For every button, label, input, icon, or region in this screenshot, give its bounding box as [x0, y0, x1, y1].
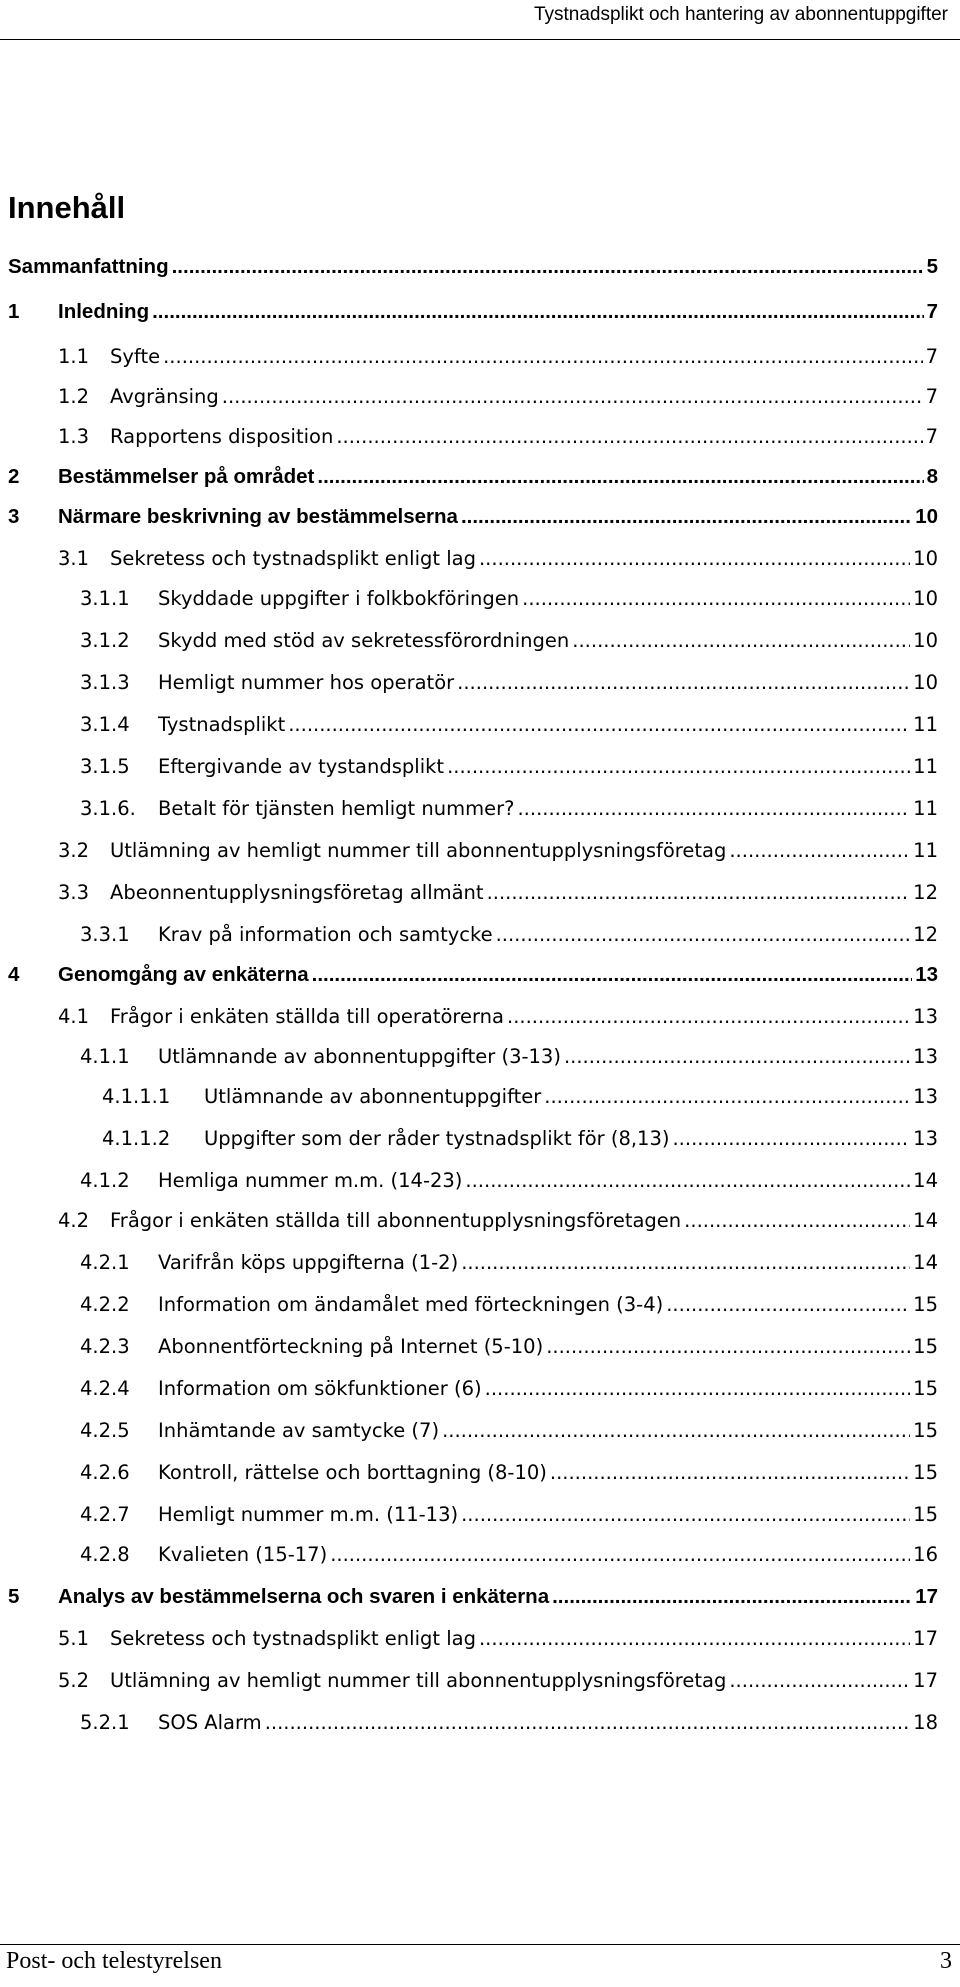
toc-dot-leader — [447, 752, 910, 782]
toc-entry[interactable] — [80, 1248, 938, 1278]
toc-entry-page: 13 — [913, 1045, 938, 1068]
toc-entry-page: 7 — [925, 345, 938, 368]
toc-entry-title: Utlämnande av abonnentuppgifter (3-13) — [158, 1045, 561, 1068]
toc-entry[interactable] — [80, 1042, 938, 1072]
toc-entry-number: 4.2.1 — [80, 1251, 130, 1274]
toc-entry-page: 14 — [913, 1209, 938, 1232]
toc-dot-leader — [461, 1248, 910, 1278]
toc-entry-title: Varifrån köps uppgifterna (1-2) — [158, 1251, 459, 1274]
toc-entry-page: 15 — [913, 1503, 938, 1526]
toc-entry-title: Abonnentförteckning på Internet (5-10) — [158, 1335, 544, 1358]
toc-entry-title: Hemligt nummer m.m. (11-13) — [158, 1503, 459, 1526]
toc-entry-number: 4.2.2 — [80, 1293, 130, 1316]
toc-entry[interactable] — [58, 342, 938, 372]
toc-dot-leader — [317, 462, 923, 492]
toc-dot-leader — [552, 1582, 912, 1612]
toc-entry[interactable] — [58, 1624, 938, 1654]
toc-dot-leader — [461, 502, 912, 532]
toc-entry[interactable] — [80, 920, 938, 950]
toc-entry[interactable] — [80, 710, 938, 740]
toc-entry[interactable] — [58, 836, 938, 866]
page-number: 3 — [940, 1948, 952, 1974]
toc-dot-leader — [729, 836, 910, 866]
toc-entry-page: 17 — [915, 1585, 938, 1608]
toc-entry-page: 12 — [913, 881, 938, 904]
toc-entry-number: 1 — [8, 300, 20, 323]
toc-dot-leader — [265, 1708, 910, 1738]
toc-entry-title: Syfte — [110, 345, 161, 368]
toc-entry[interactable] — [80, 1416, 938, 1446]
toc-entry[interactable] — [58, 1666, 938, 1696]
toc-entry-page: 17 — [913, 1627, 938, 1650]
toc-entry[interactable] — [58, 422, 938, 452]
toc-entry-number: 3.1 — [58, 547, 90, 570]
toc-entry-number: 4 — [8, 963, 20, 986]
toc-dot-leader — [163, 342, 922, 372]
toc-entry-number: 4.1.1.1 — [102, 1085, 171, 1108]
toc-entry[interactable] — [80, 1374, 938, 1404]
toc-entry-title: Kvalieten (15-17) — [158, 1543, 328, 1566]
toc-entry-page: 10 — [913, 629, 938, 652]
toc-entry-number: 4.2.3 — [80, 1335, 130, 1358]
toc-entry-number: 4.2.5 — [80, 1419, 130, 1442]
toc-dot-leader — [222, 382, 923, 412]
toc-entry-title: Hemliga nummer m.m. (14-23) — [158, 1169, 463, 1192]
toc-entry[interactable] — [8, 297, 938, 327]
toc-dot-leader — [522, 584, 910, 614]
toc-dot-leader — [496, 920, 911, 950]
toc-entry[interactable] — [8, 960, 938, 990]
toc-entry[interactable] — [58, 1206, 938, 1236]
toc-entry-title: Tystnadsplikt — [158, 713, 286, 736]
toc-entry-number: 4.2.8 — [80, 1543, 130, 1566]
toc-dot-leader — [487, 878, 911, 908]
toc-dot-leader — [572, 626, 910, 656]
toc-entry[interactable] — [80, 752, 938, 782]
toc-entry-page: 15 — [913, 1377, 938, 1400]
toc-entry-page: 7 — [926, 300, 938, 323]
toc-entry-page: 15 — [913, 1293, 938, 1316]
toc-dot-leader — [564, 1042, 910, 1072]
toc-entry[interactable] — [8, 252, 938, 282]
toc-entry-page: 18 — [913, 1711, 938, 1734]
toc-dot-leader — [465, 1166, 910, 1196]
toc-entry-title: Bestämmelser på området — [58, 465, 315, 488]
toc-entry[interactable] — [58, 382, 938, 412]
toc-entry-title: Information om sökfunktioner (6) — [158, 1377, 482, 1400]
toc-entry[interactable] — [80, 1708, 938, 1738]
toc-entry-title: Närmare beskrivning av bestämmelserna — [58, 505, 458, 528]
toc-entry-title: SOS Alarm — [158, 1711, 262, 1734]
toc-entry-page: 11 — [913, 713, 938, 736]
toc-entry-number: 2 — [8, 465, 20, 488]
toc-entry-title: Sekretess och tystnadsplikt enligt lag — [110, 1627, 476, 1650]
toc-entry[interactable] — [58, 1002, 938, 1032]
toc-dot-leader — [684, 1206, 910, 1236]
toc-dot-leader — [461, 1500, 910, 1530]
toc-dot-leader — [672, 1124, 910, 1154]
toc-entry-page: 15 — [913, 1419, 938, 1442]
footer-publisher: Post- och telestyrelsen — [6, 1948, 222, 1974]
toc-entry-number: 4.2.4 — [80, 1377, 130, 1400]
toc-entry-number: 1.2 — [58, 385, 90, 408]
toc-entry-page: 7 — [925, 425, 938, 448]
toc-dot-leader — [312, 960, 913, 990]
toc-entry-number: 3.1.6. — [80, 797, 136, 820]
toc-entry[interactable] — [80, 1290, 938, 1320]
toc-entry-page: 13 — [913, 1005, 938, 1028]
toc-dot-leader — [507, 1002, 910, 1032]
toc-entry-number: 3.3.1 — [80, 923, 130, 946]
toc-entry[interactable] — [8, 502, 938, 532]
toc-entry-number: 4.1.1 — [80, 1045, 130, 1068]
toc-dot-leader — [152, 297, 923, 327]
toc-entry-page: 14 — [913, 1169, 938, 1192]
toc-entry-page: 16 — [913, 1543, 938, 1566]
toc-entry-page: 8 — [926, 465, 938, 488]
toc-entry-page: 15 — [913, 1461, 938, 1484]
toc-dot-leader — [336, 422, 922, 452]
toc-dot-leader — [550, 1458, 910, 1488]
toc-entry-title: Eftergivande av tystandsplikt — [158, 755, 445, 778]
toc-dot-leader — [666, 1290, 910, 1320]
toc-entry[interactable] — [8, 1582, 938, 1612]
toc-dot-leader — [729, 1666, 910, 1696]
toc-dot-leader — [330, 1540, 910, 1570]
toc-entry-number: 5.2 — [58, 1669, 90, 1692]
toc-entry-title: Inhämtande av samtycke (7) — [158, 1419, 440, 1442]
toc-dot-leader — [546, 1332, 910, 1362]
toc-entry-page: 5 — [926, 255, 938, 278]
toc-entry[interactable] — [80, 626, 938, 656]
toc-dot-leader — [544, 1082, 910, 1112]
toc-entry-number: 3.3 — [58, 881, 90, 904]
toc-entry[interactable] — [80, 1332, 938, 1362]
toc-entry-title: Utlämning av hemligt nummer till abonnentupplysningsföretag — [110, 839, 727, 862]
toc-dot-leader — [288, 710, 910, 740]
toc-heading: Innehåll — [8, 190, 126, 225]
toc-entry-title: Skyddade uppgifter i folkbokföringen — [158, 587, 520, 610]
toc-entry-title: Frågor i enkäten ställda till abonnentupplysningsföretagen — [110, 1209, 682, 1232]
toc-entry-title: Analys av bestämmelserna och svaren i enkäterna — [58, 1585, 550, 1608]
toc-entry[interactable] — [80, 794, 938, 824]
toc-entry-title: Sekretess och tystnadsplikt enligt lag — [110, 547, 476, 570]
toc-entry-number: 1.1 — [58, 345, 90, 368]
toc-entry-title: Kontroll, rättelse och borttagning (8-10) — [158, 1461, 547, 1484]
toc-entry[interactable] — [80, 584, 938, 614]
toc-entry-number: 4.2.6 — [80, 1461, 130, 1484]
toc-entry-title: Utlämning av hemligt nummer till abonnentupplysningsföretag — [110, 1669, 727, 1692]
toc-entry[interactable] — [102, 1082, 938, 1112]
toc-entry[interactable] — [8, 462, 938, 492]
toc-entry-number: 4.2.7 — [80, 1503, 130, 1526]
toc-entry-title: Inledning — [58, 300, 150, 323]
toc-entry-title: Frågor i enkäten ställda till operatörerna — [110, 1005, 504, 1028]
toc-entry-title: Rapportens disposition — [110, 425, 334, 448]
toc-entry-title: Hemligt nummer hos operatör — [158, 671, 455, 694]
toc-entry-number: 3.1.4 — [80, 713, 130, 736]
toc-dot-leader — [172, 252, 924, 282]
running-header: Tystnadsplikt och hantering av abonnentuppgifter — [533, 4, 948, 25]
toc-entry-number: 3.1.1 — [80, 587, 130, 610]
toc-dot-leader — [457, 668, 910, 698]
toc-entry-title: Skydd med stöd av sekretessförordningen — [158, 629, 570, 652]
toc-entry[interactable] — [80, 1458, 938, 1488]
toc-entry-number: 3.1.5 — [80, 755, 130, 778]
toc-entry-title: Betalt för tjänsten hemligt nummer? — [158, 797, 515, 820]
toc-entry-number: 3.1.2 — [80, 629, 130, 652]
toc-entry-page: 10 — [913, 547, 938, 570]
toc-entry-page: 15 — [913, 1335, 938, 1358]
toc-entry-number: 3 — [8, 505, 20, 528]
toc-entry-page: 10 — [913, 587, 938, 610]
toc-entry-title: Uppgifter som der råder tystnadsplikt för (8,13) — [204, 1127, 670, 1150]
toc-entry-page: 12 — [913, 923, 938, 946]
toc-entry-number: 4.2 — [58, 1209, 90, 1232]
toc-entry-number: 5.1 — [58, 1627, 90, 1650]
toc-entry-page: 11 — [913, 755, 938, 778]
toc-entry-title: Krav på information och samtycke — [158, 923, 493, 946]
toc-dot-leader — [442, 1416, 910, 1446]
toc-dot-leader — [485, 1374, 911, 1404]
toc-entry-number: 4.1.1.2 — [102, 1127, 171, 1150]
toc-entry-page: 14 — [913, 1251, 938, 1274]
toc-entry[interactable] — [80, 668, 938, 698]
toc-entry-number: 3.2 — [58, 839, 90, 862]
toc-entry[interactable] — [102, 1124, 938, 1154]
toc-entry-number: 4.1.2 — [80, 1169, 130, 1192]
toc-entry-page: 11 — [913, 797, 938, 820]
toc-entry-title: Sammanfattning — [8, 255, 169, 278]
toc-dot-leader — [479, 1624, 910, 1654]
toc-entry-page: 7 — [925, 385, 938, 408]
toc-entry-page: 13 — [913, 1127, 938, 1150]
toc-entry-title: Genomgång av enkäterna — [58, 963, 309, 986]
toc-entry[interactable] — [58, 878, 938, 908]
toc-entry-page: 17 — [913, 1669, 938, 1692]
toc-entry-number: 3.1.3 — [80, 671, 130, 694]
toc-dot-leader — [479, 544, 910, 574]
toc-entry-page: 13 — [913, 1085, 938, 1108]
toc-entry[interactable] — [80, 1166, 938, 1196]
toc-entry-title: Utlämnande av abonnentuppgifter — [204, 1085, 542, 1108]
toc-entry[interactable] — [58, 544, 938, 574]
toc-entry-number: 4.1 — [58, 1005, 90, 1028]
toc-entry[interactable] — [80, 1500, 938, 1530]
toc-entry[interactable] — [80, 1540, 938, 1570]
toc-entry-title: Avgränsing — [110, 385, 219, 408]
toc-entry-number: 5 — [8, 1585, 20, 1608]
toc-entry-title: Abeonnentupplysningsföretag allmänt — [110, 881, 484, 904]
toc-entry-number: 5.2.1 — [80, 1711, 130, 1734]
toc-entry-page: 11 — [913, 839, 938, 862]
footer-rule — [0, 1944, 960, 1945]
header-rule — [0, 39, 960, 40]
toc-entry-title: Information om ändamålet med förteckningen (3-4) — [158, 1293, 664, 1316]
toc-entry-page: 10 — [913, 671, 938, 694]
toc-dot-leader — [517, 794, 910, 824]
toc-entry-number: 1.3 — [58, 425, 90, 448]
toc-entry-page: 13 — [915, 963, 938, 986]
toc-entry-page: 10 — [915, 505, 938, 528]
